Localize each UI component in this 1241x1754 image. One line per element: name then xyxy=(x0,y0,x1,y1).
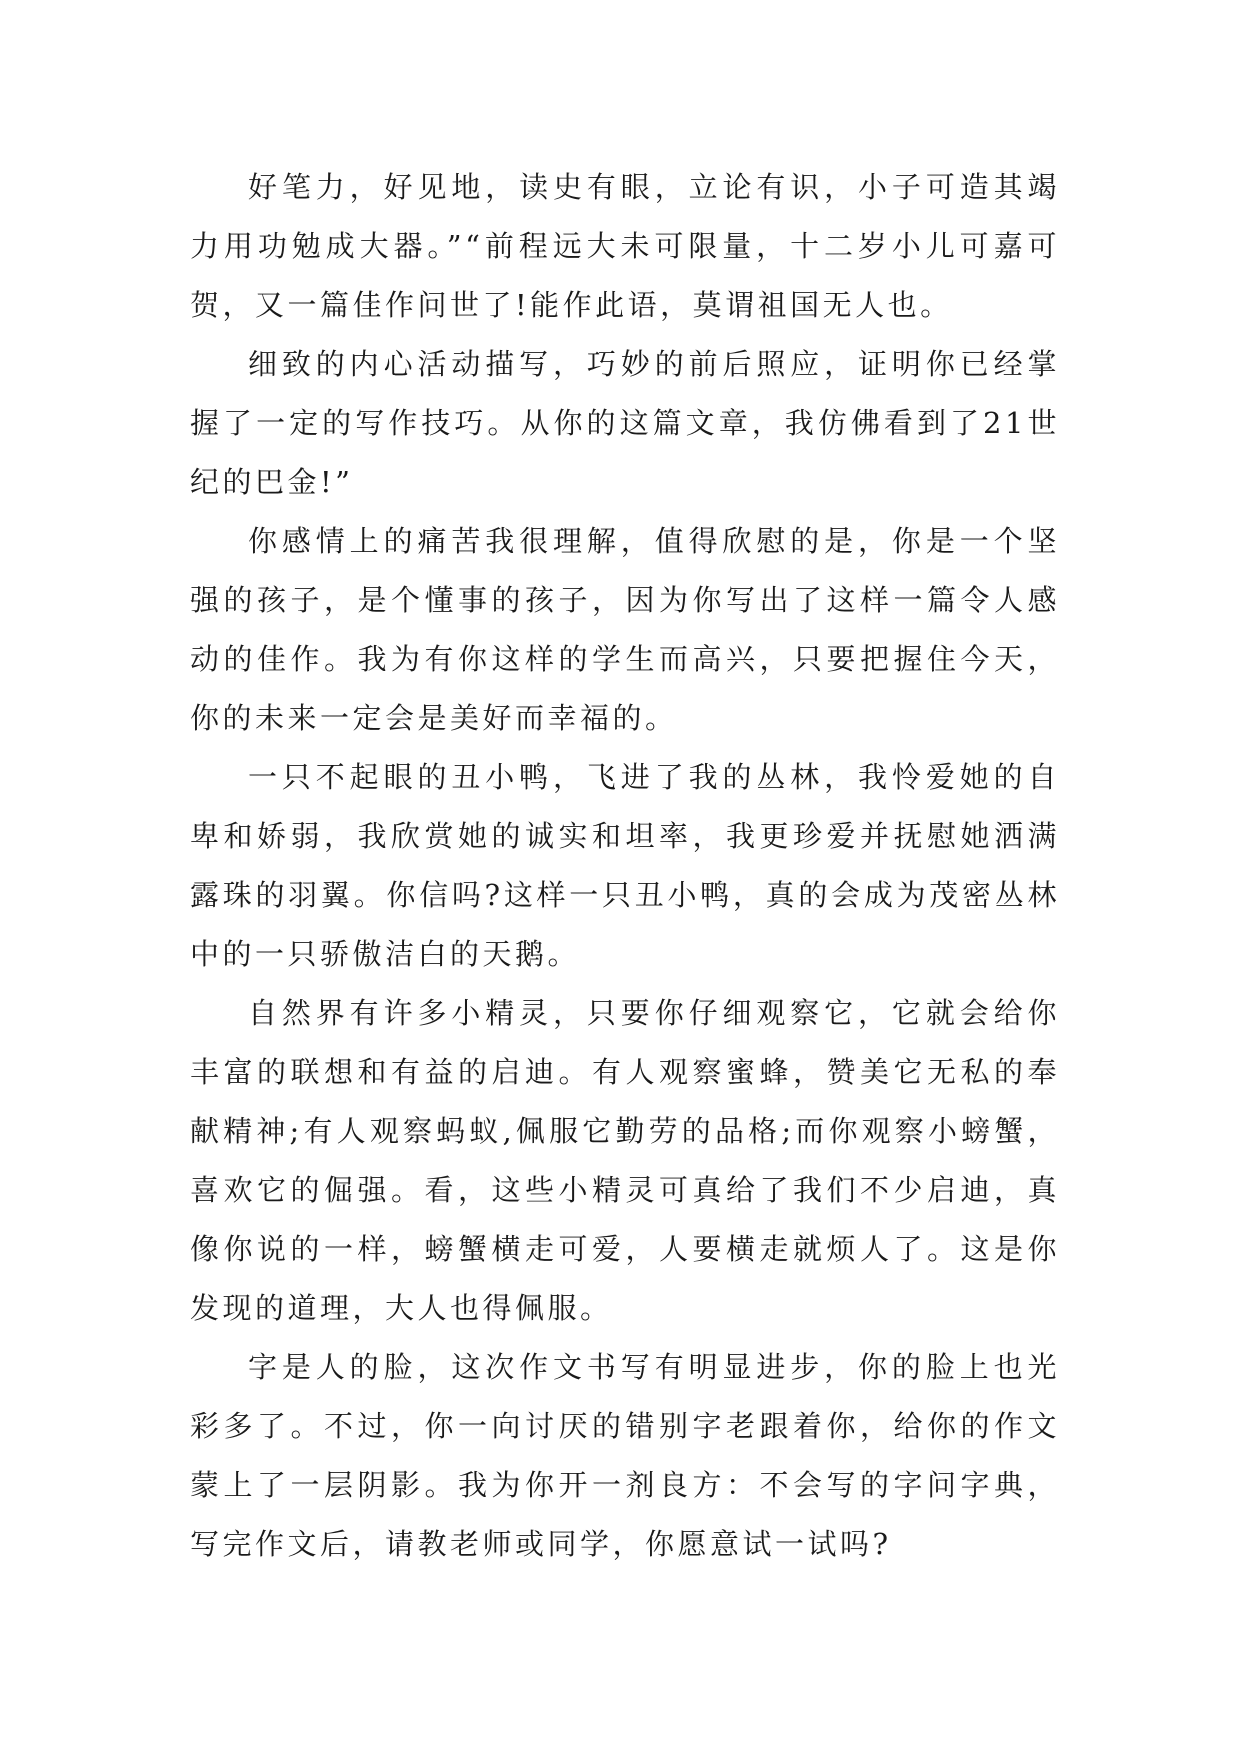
paragraph-6: 字是人的脸，这次作文书写有明显进步，你的脸上也光彩多了。不过，你一向讨厌的错别字老跟着你，给你的作文蒙上了一层阴影。我为你开一剂良方：不会写的字问字典，写完作文后，请教老师或同学，你愿意试一试吗? xyxy=(190,1350,1060,1561)
paragraph-5: 自然界有许多小精灵，只要你仔细观察它，它就会给你丰富的联想和有益的启迪。有人观察蜜蜂，赞美它无私的奉献精神;有人观察蚂蚁,佩服它勤劳的品格;而你观察小螃蟹，喜欢它的倔强。看，这些小精灵可真给了我们不少启迪，真像你说的一样，螃蟹横走可爱，人要横走就烦人了。这是你发现的道理，大人也得佩服。 xyxy=(190,996,1060,1325)
paragraph-4: 一只不起眼的丑小鸭，飞进了我的丛林，我怜爱她的自卑和娇弱，我欣赏她的诚实和坦率，我更珍爱并抚慰她洒满露珠的羽翼。你信吗?这样一只丑小鸭，真的会成为茂密丛林中的一只骄傲洁白的天鹅。 xyxy=(190,760,1060,971)
paragraph-2: 细致的内心活动描写，巧妙的前后照应，证明你已经掌握了一定的写作技巧。从你的这篇文章，我仿佛看到了21世纪的巴金!” xyxy=(190,347,1060,499)
paragraph-3: 你感情上的痛苦我很理解，值得欣慰的是，你是一个坚强的孩子，是个懂事的孩子，因为你写出了这样一篇令人感动的佳作。我为有你这样的学生而高兴，只要把握住今天，你的未来一定会是美好而幸福的。 xyxy=(190,524,1060,735)
paragraph-1: 好笔力，好见地，读史有眼，立论有识，小子可造其竭力用功勉成大器。”“前程远大未可限量，十二岁小儿可嘉可贺，又一篇佳作问世了!能作此语，莫谓祖国无人也。 xyxy=(190,170,1060,322)
document-body xyxy=(190,158,1060,1574)
